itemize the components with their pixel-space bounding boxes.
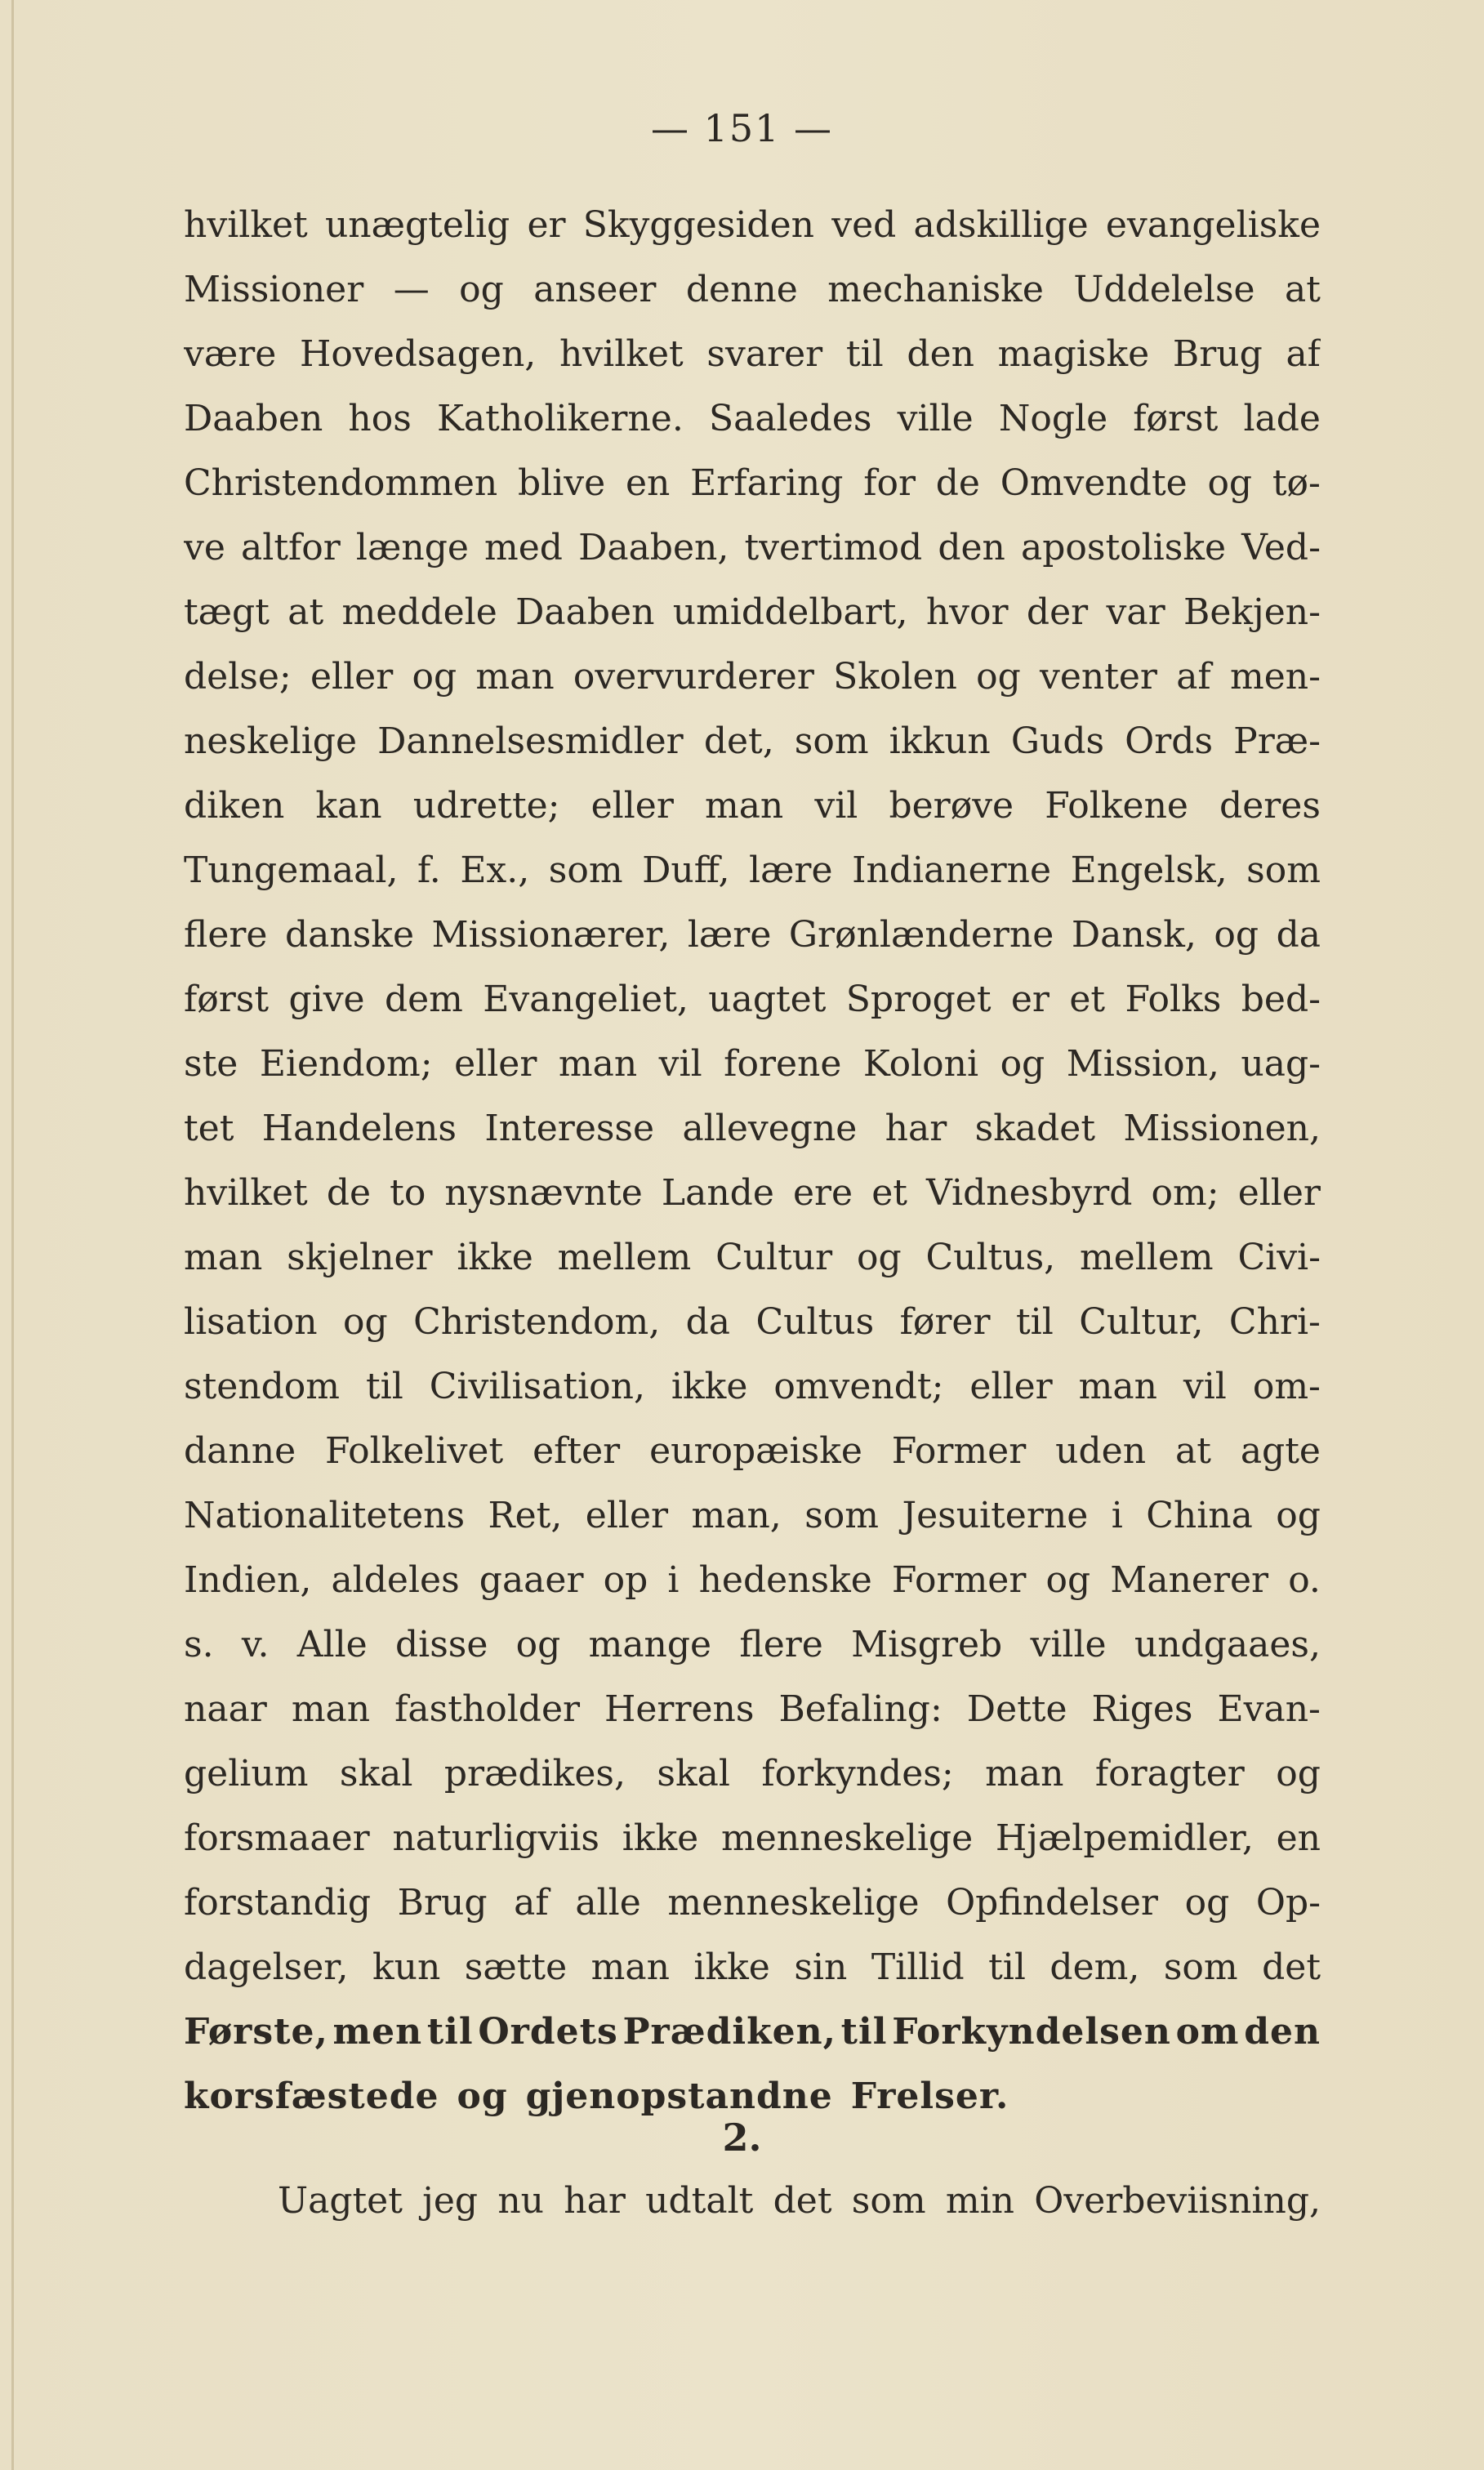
text-line: Daaben hos Katholikerne. Saaledes ville Nogle først lade	[184, 398, 1321, 439]
text-line: hvilket unægtelig er Skyggesiden ved adskillige evangeliske	[184, 204, 1321, 246]
text-line: Indien, aldeles gaaer op i hedenske Former og Manerer o.	[184, 1559, 1321, 1601]
text-line: forsmaaer naturligviis ikke menneskelige Hjælpemidler, en	[184, 1817, 1321, 1859]
page-number: — 151 —	[650, 106, 834, 150]
text-line: Missioner — og anseer denne mechaniske Uddelelse at	[184, 269, 1321, 310]
text-line: flere danske Missionærer, lære Grønlænderne Dansk, og da	[184, 914, 1321, 956]
text-line: stendom til Civilisation, ikke omvendt; eller man vil om-	[184, 1366, 1321, 1407]
text-line: Første, men til Ordets Prædiken, til Forkyndelsen om den	[184, 2011, 1321, 2053]
text-line: Christendommen blive en Erfaring for de Omvendte og tø-	[184, 462, 1321, 504]
text-line: naar man fastholder Herrens Befaling: Dette Riges Evan-	[184, 1688, 1321, 1730]
text-line: ve altfor længe med Daaben, tvertimod den apostoliske Ved-	[184, 527, 1321, 568]
text-line: neskelige Dannelsesmidler det, som ikkun Guds Ords Præ-	[184, 720, 1321, 762]
text-line: delse; eller og man overvurderer Skolen og venter af men-	[184, 656, 1321, 698]
text-line: man skjelner ikke mellem Cultur og Cultus, mellem Civi-	[184, 1237, 1321, 1278]
text-line: Nationalitetens Ret, eller man, som Jesuiterne i China og	[184, 1495, 1321, 1536]
text-line: ste Eiendom; eller man vil forene Koloni og Mission, uag-	[184, 1043, 1321, 1085]
text-line: være Hovedsagen, hvilket svarer til den magiske Brug af	[184, 333, 1321, 375]
text-line: forstandig Brug af alle menneskelige Opfindelser og Op-	[184, 1882, 1321, 1924]
text-line: gelium skal prædikes, skal forkyndes; man foragter og	[184, 1753, 1321, 1795]
text-line: først give dem Evangeliet, uagtet Sproget er et Folks bed-	[184, 979, 1321, 1020]
section-number: 2.	[722, 2116, 762, 2160]
text-line: tet Handelens Interesse allevegne har skadet Missionen,	[184, 1108, 1321, 1149]
page-edge-shadow	[11, 0, 14, 2470]
text-line: s. v. Alle disse og mange flere Misgreb ville undgaaes,	[184, 1624, 1321, 1665]
text-line: Uagtet jeg nu har udtalt det som min Overbeviisning,	[278, 2180, 1321, 2222]
text-line: dagelser, kun sætte man ikke sin Tillid til dem, som det	[184, 1946, 1321, 1988]
text-line: korsfæstede og gjenopstandne Frelser.	[184, 2075, 1009, 2117]
text-line: lisation og Christendom, da Cultus fører til Cultur, Chri-	[184, 1301, 1321, 1343]
paragraph-body	[184, 193, 1321, 2129]
text-line: tægt at meddele Daaben umiddelbart, hvor der var Bekjen-	[184, 591, 1321, 633]
paragraph-start	[278, 2169, 1321, 2233]
text-line: hvilket de to nysnævnte Lande ere et Vidnesbyrd om; eller	[184, 1172, 1321, 1214]
text-line: Tungemaal, f. Ex., som Duff, lære Indianerne Engelsk, som	[184, 849, 1321, 891]
text-line: danne Folkelivet efter europæiske Former uden at agte	[184, 1430, 1321, 1472]
text-line: diken kan udrette; eller man vil berøve Folkene deres	[184, 785, 1321, 827]
